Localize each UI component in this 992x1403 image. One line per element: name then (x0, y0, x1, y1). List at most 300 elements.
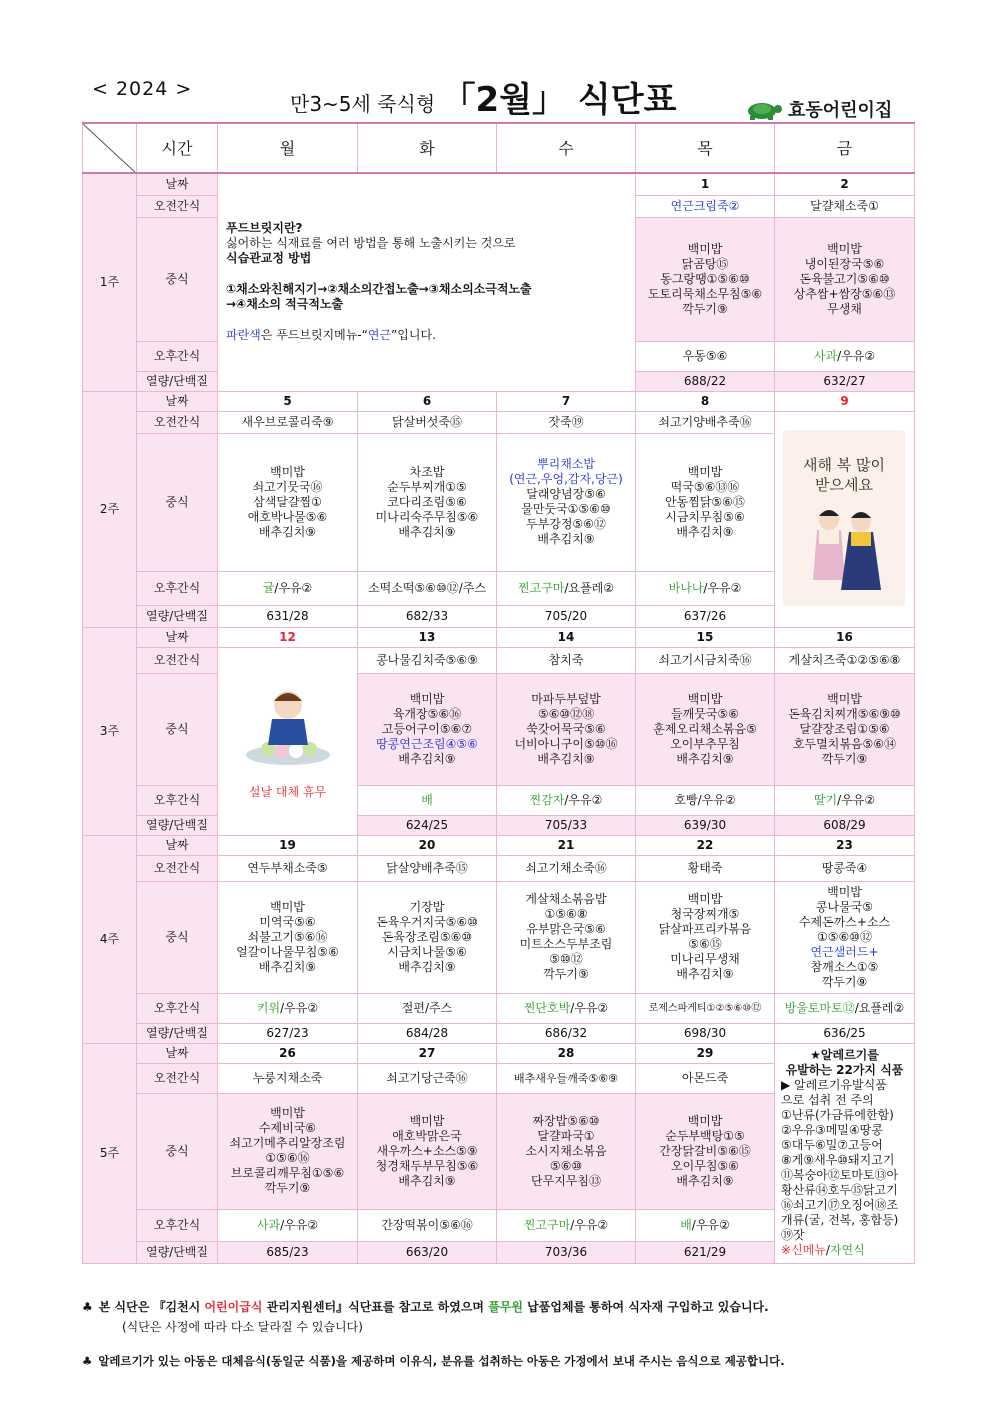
lunch-item: 떡국⑤⑥⑬⑯ (670, 479, 740, 494)
pm-rest: /우유② (837, 792, 876, 807)
lunch-cell (775, 217, 915, 341)
row-am: 오전간식 (137, 1063, 218, 1093)
lunch-item: 백미밥 (687, 1113, 723, 1128)
lunch-cell (358, 673, 497, 785)
date-cell: 2 (775, 173, 915, 195)
footer-text: 관리지원센터』식단표를 참고로 하였으며 (262, 1300, 489, 1314)
lunch-item: 배추김치⑨ (258, 524, 317, 539)
note-line (226, 328, 635, 343)
pm-rest: /우유② (274, 580, 313, 595)
row-date: 날짜 (137, 835, 218, 855)
lunch-cell (775, 673, 915, 785)
pm-snack: 호빵/우유② (636, 785, 775, 815)
lunch-cell (636, 673, 775, 785)
row-cal: 열량/단백질 (137, 605, 218, 627)
pm-snack (497, 571, 636, 605)
date-cell: 7 (497, 391, 636, 411)
lunch-item: 배추김치⑨ (258, 959, 317, 974)
pm-natural: 찐단호박 (523, 1000, 571, 1015)
lunch-item: 무생채 (827, 301, 862, 316)
pm-snack: 우동⑤⑥ (636, 341, 775, 371)
lunch-item: 콩나물국⑤ (815, 899, 874, 914)
pm-natural: 바나나 (668, 580, 704, 595)
am-snack: 연두부채소죽⑤ (218, 855, 358, 881)
lunch-item: 쇠고기메추리알장조림 (229, 1136, 346, 1150)
footer-note-2: (식단은 사정에 따라 다소 달라질 수 있습니다) (122, 1320, 363, 1334)
holiday-cell (218, 647, 358, 835)
cal-cell: 686/32 (497, 1023, 636, 1043)
date-cell: 27 (358, 1043, 497, 1063)
lunch-item: 배추김치⑨ (676, 751, 734, 766)
lunch-item: 간장닭갈비⑤⑥⑮ (659, 1143, 751, 1158)
lunch-item: 냉이된장국⑤⑥ (804, 256, 885, 271)
allergy-line: 개류(굴, 전복, 홍합등) (781, 1212, 899, 1227)
row-lunch: 중식 (137, 881, 218, 993)
lunch-item: 돈육장조림⑤⑥⑩ (381, 929, 473, 944)
date-cell: 15 (636, 627, 775, 647)
lunch-item: 백미밥 (687, 241, 723, 256)
pm-snack (497, 785, 636, 815)
cal-cell: 637/26 (636, 605, 775, 627)
lunch-cell (358, 1093, 497, 1209)
lunch-item: 백미밥 (270, 464, 305, 479)
lunch-item: 물만둣국①⑤⑥⑩ (521, 502, 611, 516)
row-pm: 오후간식 (137, 993, 218, 1023)
allergy-line: ⑲잣 (781, 1227, 805, 1242)
pm-natural: 사과 (256, 1217, 281, 1232)
row-date: 날짜 (137, 627, 218, 647)
date-cell: 19 (218, 835, 358, 855)
col-tue: 화 (358, 123, 497, 173)
am-snack: 누룽지채소죽 (218, 1063, 358, 1093)
lunch-item: 배추김치⑨ (537, 532, 595, 546)
lunch-item: 짜장밥⑤⑥⑩ (532, 1113, 600, 1128)
child-eating-icon (238, 683, 338, 773)
lunch-cell (218, 881, 358, 993)
row-pm: 오후간식 (137, 1209, 218, 1241)
cal-cell: 684/28 (358, 1023, 497, 1043)
am-snack: 게살치즈죽①②⑤⑥⑧ (775, 647, 915, 673)
lunch-cell (497, 881, 636, 993)
row-am: 오전간식 (137, 855, 218, 881)
lunch-item: 오이무침⑤⑥ (671, 1158, 739, 1173)
pm-natural: 방울토마토⑫ (784, 1000, 855, 1015)
lunch-item: 백미밥 (270, 899, 305, 914)
row-cal: 열량/단백질 (137, 1241, 218, 1263)
lunch-item: 브로콜리깨무침①⑤⑥ (230, 1166, 345, 1180)
lunch-item: 백미밥 (409, 1113, 445, 1128)
lunch-item: (연근,우엉,감자,당근) (509, 472, 623, 486)
title-prefix: 만3~5세 죽식형 (290, 92, 442, 116)
lunch-cell (497, 433, 636, 571)
lunch-item: 동그랑땡①⑤⑥⑩ (660, 271, 750, 286)
lunch-cell (636, 881, 775, 993)
allergy-line: 으로 섭취 전 주의 (781, 1092, 874, 1107)
lunch-item: 청국장찌개⑤ (670, 907, 740, 921)
pm-rest: /우유② (691, 1217, 730, 1232)
legend-new-menu: 신메뉴 (791, 1242, 826, 1257)
lunch-item: 백미밥 (827, 241, 862, 256)
title-suffix: 식단표 (566, 80, 677, 120)
lunch-item: 배추김치⑨ (676, 1173, 734, 1188)
lunch-item: 육개장⑤⑥⑯ (392, 706, 462, 721)
week-4-label: 4주 (83, 835, 137, 1043)
week-5-label: 5주 (83, 1043, 137, 1263)
corner-cell (83, 123, 137, 173)
lunch-item: 단무지무침⑬ (531, 1173, 601, 1188)
pm-snack: 절편/주스 (358, 993, 497, 1023)
pm-rest: /우유② (564, 792, 603, 807)
note-blue: 연근 (367, 328, 392, 343)
legend-sep: / (825, 1242, 830, 1257)
week-1-label: 1주 (83, 173, 137, 391)
menu-table (82, 122, 915, 1264)
date-cell: 16 (775, 627, 915, 647)
lunch-item: 안동찜닭⑤⑥⑮ (665, 494, 745, 509)
allergy-line: ②우유③메밀④땅콩 (781, 1122, 883, 1137)
pm-rest: /요플레② (854, 1000, 905, 1015)
pm-snack: 간장떡볶이⑤⑥⑯ (358, 1209, 497, 1241)
lunch-item: 애호박맑은국 (392, 1128, 462, 1143)
pm-natural: 귤 (262, 580, 275, 595)
lunch-item: 깍두기⑨ (821, 974, 868, 989)
pm-snack: 로제스파게티①②⑤⑥⑩⑫ (636, 993, 775, 1023)
lunch-item: 배추김치⑨ (676, 524, 734, 539)
allergy-line: ▶ 알레르기유발식품 (781, 1077, 887, 1092)
row-cal: 열량/단백질 (137, 815, 218, 835)
lunch-item: 훈제오리채소볶음⑤ (653, 721, 757, 736)
lunch-item: 게살채소볶음밥 (525, 892, 607, 906)
pm-rest: /우유② (703, 580, 742, 595)
lunch-item: 닭살파프리카볶음 (658, 922, 752, 936)
row-date: 날짜 (137, 1043, 218, 1063)
cal-cell: 631/28 (218, 605, 358, 627)
pm-snack (218, 1209, 358, 1241)
am-snack: 참치죽 (497, 647, 636, 673)
lunch-cell (218, 1093, 358, 1209)
allergy-line: ⑯쇠고기⑰오징어⑱조 (781, 1197, 899, 1212)
lunch-item: 돈육불고기⑤⑥⑩ (799, 271, 890, 286)
lunch-item: 기장밥 (409, 899, 445, 914)
legend-natural: 자연식 (829, 1242, 865, 1257)
lunch-item: 백미밥 (827, 691, 862, 706)
lunch-item: 닭곰탕⑮ (681, 256, 729, 271)
note-blue: 파란색 (226, 328, 261, 343)
col-thu: 목 (636, 123, 775, 173)
lunch-item: 얼갈이나물무침⑤⑥ (236, 944, 339, 959)
pm-snack (497, 1209, 636, 1241)
lunch-item: 백미밥 (270, 1106, 305, 1120)
note-line: →④채소의 적극적노출 (226, 297, 344, 312)
diagonal-line (83, 124, 137, 173)
lunch-cell (636, 1093, 775, 1209)
allergy-line: ⑪복숭아⑫토마토⑬아 (781, 1167, 899, 1182)
club-icon: ♣ (82, 1354, 93, 1368)
lunch-item: 배추김치⑨ (398, 524, 456, 539)
am-snack: 배추새우들깨죽⑤⑥⑨ (497, 1063, 636, 1093)
cal-cell: 663/20 (358, 1241, 497, 1263)
cal-cell: 632/27 (775, 371, 915, 391)
date-cell: 1 (636, 173, 775, 195)
am-snack: 황태죽 (636, 855, 775, 881)
pm-snack (218, 993, 358, 1023)
lunch-cell (775, 881, 915, 993)
lunch-item: 미트소스두부조림 (519, 937, 613, 951)
lunch-item: 연근샐러드+ (810, 944, 879, 959)
note-line: 식습관교정 방법 (226, 251, 312, 266)
cal-cell: 621/29 (636, 1241, 775, 1263)
pm-natural: 배 (680, 1217, 692, 1232)
lunch-item: 청경채두부무침⑤⑥ (375, 1158, 479, 1173)
row-cal: 열량/단백질 (137, 1023, 218, 1043)
cal-cell: 685/23 (218, 1241, 358, 1263)
lunch-item: 배추김치⑨ (398, 751, 456, 766)
lunch-item: 땅콩연근조림④⑤⑥ (376, 736, 478, 751)
lunch-item: 달걀파국① (537, 1128, 595, 1143)
row-lunch: 중식 (137, 673, 218, 785)
am-snack: 땅콩죽④ (775, 855, 915, 881)
lunch-item: 쇠불고기⑤⑥⑯ (247, 929, 328, 944)
lunch-item: 도토리묵채소무침⑤⑥ (647, 286, 763, 301)
year-label: < 2024 > (92, 78, 193, 100)
lunch-item: 상추쌈+쌈장⑤⑥⑬ (793, 286, 896, 301)
cal-cell: 624/25 (358, 815, 497, 835)
am-snack: 닭살양배추죽⑮ (358, 855, 497, 881)
pm-natural: 키위 (256, 1000, 281, 1015)
lunch-item: 새우까스+소스⑤⑨ (376, 1143, 478, 1158)
lunch-item: 쑥갓어묵국⑤⑥ (526, 721, 606, 736)
pm-snack (775, 341, 915, 371)
lunch-item: 뿌리채소밥 (537, 457, 595, 471)
lunch-item: ⑤⑥⑩ (549, 1158, 583, 1173)
lunch-item: 미나리무생채 (670, 952, 740, 966)
lunch-item: 참깨소스①⑤ (810, 959, 879, 974)
lunch-item: 깍두기⑨ (264, 1181, 311, 1195)
pm-snack: 소떡소떡⑤⑥⑩⑫/주스 (358, 571, 497, 605)
note-text: ”입니다. (391, 328, 436, 343)
pm-natural: 찐감자 (529, 792, 565, 807)
allergy-legend (775, 1043, 915, 1263)
pm-natural: 찐고구마 (518, 580, 565, 595)
date-cell: 12 (218, 627, 358, 647)
date-cell: 8 (636, 391, 775, 411)
cal-cell: 705/33 (497, 815, 636, 835)
pm-snack (775, 785, 915, 815)
col-time: 시간 (137, 123, 218, 173)
pm-natural: 찐고구마 (523, 1217, 571, 1232)
allergy-line: 황산류⑭호두⑮닭고기 (781, 1182, 898, 1197)
pm-rest: /우유② (280, 1217, 319, 1232)
pm-natural: 딸기 (813, 792, 838, 807)
row-am: 오전간식 (137, 647, 218, 673)
pm-rest: /요플레② (564, 580, 614, 595)
logo (742, 94, 917, 122)
date-cell: 29 (636, 1043, 775, 1063)
am-snack: 쇠고기양배추죽⑯ (636, 411, 775, 433)
row-date: 날짜 (137, 173, 218, 195)
row-pm: 오후간식 (137, 785, 218, 815)
date-cell: 23 (775, 835, 915, 855)
cal-cell: 705/20 (497, 605, 636, 627)
pm-snack (218, 571, 358, 605)
page-title (290, 72, 676, 121)
footer-text: 알레르기가 있는 아동은 대체음식(동일군 식품)을 제공하며 이유식, 분유를 섭취하는 아동은 가정에서 보내 주시는 음식으로 제공합니다. (98, 1354, 785, 1368)
header-row (83, 123, 915, 173)
lunch-item: 호두멸치볶음⑤⑥⑭ (792, 736, 897, 751)
row-cal: 열량/단백질 (137, 371, 218, 391)
footer-note-3 (82, 1352, 785, 1370)
lunch-item: 시금치나물⑤⑥ (387, 944, 467, 959)
new-year-card (783, 430, 905, 606)
am-snack: 잣죽⑲ (497, 411, 636, 433)
pm-snack (636, 1209, 775, 1241)
date-cell: 21 (497, 835, 636, 855)
lunch-item: 수제비국⑥ (258, 1121, 317, 1135)
lunch-item: ⑤⑥⑩⑫⑱ (537, 706, 595, 721)
lunch-cell (636, 217, 775, 341)
row-am: 오전간식 (137, 411, 218, 433)
lunch-item: 깍두기⑨ (682, 301, 728, 316)
cal-cell: 608/29 (775, 815, 915, 835)
allergy-line: ⑧게⑨새우⑩돼지고기 (781, 1152, 895, 1167)
cal-cell: 627/23 (218, 1023, 358, 1043)
col-fri: 금 (775, 123, 915, 173)
row-lunch: 중식 (137, 1093, 218, 1209)
lunch-item: ⑤⑥⑮ (688, 937, 722, 951)
note-line: 푸드브릿지란? (226, 221, 303, 236)
lunch-cell (218, 433, 358, 571)
row-pm: 오후간식 (137, 571, 218, 605)
lunch-item: 깍두기⑨ (543, 967, 589, 981)
footer-highlight: 풀무원 (488, 1300, 523, 1314)
lunch-item: ①⑤⑥⑩⑫ (816, 929, 873, 944)
am-snack: 콩나물김치죽⑤⑥⑨ (358, 647, 497, 673)
cal-cell: 682/33 (358, 605, 497, 627)
lunch-cell (358, 433, 497, 571)
cal-cell: 698/30 (636, 1023, 775, 1043)
col-mon: 월 (218, 123, 358, 173)
holiday-text: 설날 대체 휴무 (248, 784, 327, 799)
pm-snack (775, 993, 915, 1023)
legend-mark: ※ (781, 1242, 792, 1257)
week-2-label: 2주 (83, 391, 137, 627)
lunch-cell (636, 433, 775, 571)
date-cell: 9 (775, 391, 915, 411)
lunch-item: 유부맑은국⑤⑥ (526, 922, 606, 936)
lunch-cell (497, 673, 636, 785)
lunch-item: 들깨뭇국⑤⑥ (671, 706, 739, 721)
lunch-item: 삼색달걀찜① (253, 494, 322, 509)
lunch-item: 돈육우거지국⑤⑥⑩ (376, 914, 478, 929)
date-cell: 6 (358, 391, 497, 411)
date-cell: 5 (218, 391, 358, 411)
lunch-item: ①⑤⑥⑯ (265, 1151, 310, 1165)
pm-snack: 배 (358, 785, 497, 815)
week-3-label: 3주 (83, 627, 137, 835)
lunch-item: 백미밥 (687, 892, 723, 906)
am-snack: 아몬드죽 (636, 1063, 775, 1093)
logo-text: 효동어린이집 (788, 100, 893, 121)
allergy-heading: 유발하는 22가지 식품 (785, 1062, 904, 1077)
card-text: 받으세요 (815, 475, 873, 494)
footer-text: 본 식단은 『김천시 (98, 1300, 205, 1314)
note-text: 은 푸드브릿지메뉴-“ (260, 328, 368, 343)
lunch-item: 백미밥 (827, 884, 862, 899)
lunch-item: 순두부찌개①⑤ (387, 479, 467, 494)
col-wed: 수 (497, 123, 636, 173)
lunch-item: 배추김치⑨ (537, 751, 595, 766)
lunch-cell (497, 1093, 636, 1209)
lunch-item: 미나리숙주무침⑤⑥ (375, 509, 479, 524)
pm-rest: /우유② (570, 1000, 609, 1015)
lunch-item: 배추김치⑨ (398, 959, 456, 974)
lunch-item: 돈육김치찌개⑤⑥⑨⑩ (788, 706, 901, 721)
am-snack: 쇠고기당근죽⑯ (358, 1063, 497, 1093)
cal-cell: 703/36 (497, 1241, 636, 1263)
allergy-line: ①난류(가금류에한함) (781, 1107, 894, 1122)
lunch-item: 수제돈까스+소스 (798, 914, 891, 929)
allergy-heading: ★알레르기를 (810, 1047, 879, 1062)
pm-snack (636, 571, 775, 605)
allergy-legend-key (781, 1243, 908, 1258)
note-line: 싫어하는 식재료를 여러 방법을 통해 노출시키는 것으로 (226, 236, 516, 251)
food-bridge-note (218, 173, 636, 391)
allergy-line: ⑤대두⑥밀⑦고등어 (781, 1137, 883, 1152)
date-cell: 13 (358, 627, 497, 647)
lunch-item: 소시지채소볶음 (525, 1143, 607, 1158)
lunch-item: 두부강정⑤⑥⑫ (526, 517, 606, 531)
pm-rest: /우유② (280, 1000, 319, 1015)
am-snack: 새우브로콜리죽⑨ (218, 411, 358, 433)
lunch-item: ①⑤⑥⑧ (544, 907, 588, 921)
lunch-item: 애호박나물⑤⑥ (247, 509, 328, 524)
date-cell: 26 (218, 1043, 358, 1063)
lunch-item: 차조밥 (409, 464, 445, 479)
cal-cell: 688/22 (636, 371, 775, 391)
lunch-item: 배추김치⑨ (676, 967, 734, 981)
date-cell: 28 (497, 1043, 636, 1063)
pm-rest: /우유② (837, 348, 876, 363)
am-snack: 쇠고기채소죽⑯ (497, 855, 636, 881)
lunch-item: ⑤⑩⑫ (549, 952, 583, 966)
lunch-item: 달래양념장⑤⑥ (526, 487, 606, 501)
card-text: 새해 복 많이 (803, 455, 885, 474)
lunch-item: 너비아니구이⑤⑩⑯ (514, 736, 618, 751)
footer-highlight: 어린이급식 (204, 1300, 263, 1314)
am-snack: 쇠고기시금치죽⑯ (636, 647, 775, 673)
row-lunch: 중식 (137, 433, 218, 571)
lunch-item: 오이부추무침 (670, 736, 740, 751)
row-lunch: 중식 (137, 217, 218, 341)
lunch-item: 백미밥 (687, 464, 723, 479)
club-icon: ♣ (82, 1300, 93, 1314)
row-pm: 오후간식 (137, 341, 218, 371)
lunch-item: 마파두부덮밥 (531, 691, 601, 706)
lunch-item: 쇠고기뭇국⑯ (252, 479, 323, 494)
footer-note-1 (82, 1298, 769, 1316)
row-am: 오전간식 (137, 195, 218, 217)
lunch-item: 배추김치⑨ (398, 1173, 456, 1188)
lunch-item: 백미밥 (687, 691, 723, 706)
lunch-item: 백미밥 (409, 691, 445, 706)
cal-cell: 639/30 (636, 815, 775, 835)
date-cell: 22 (636, 835, 775, 855)
new-year-card-cell (775, 411, 915, 627)
lunch-item: 미역국⑤⑥ (259, 914, 316, 929)
am-snack: 연근크림죽② (636, 195, 775, 217)
pm-natural: 사과 (813, 348, 838, 363)
am-snack: 닭살버섯죽⑮ (358, 411, 497, 433)
